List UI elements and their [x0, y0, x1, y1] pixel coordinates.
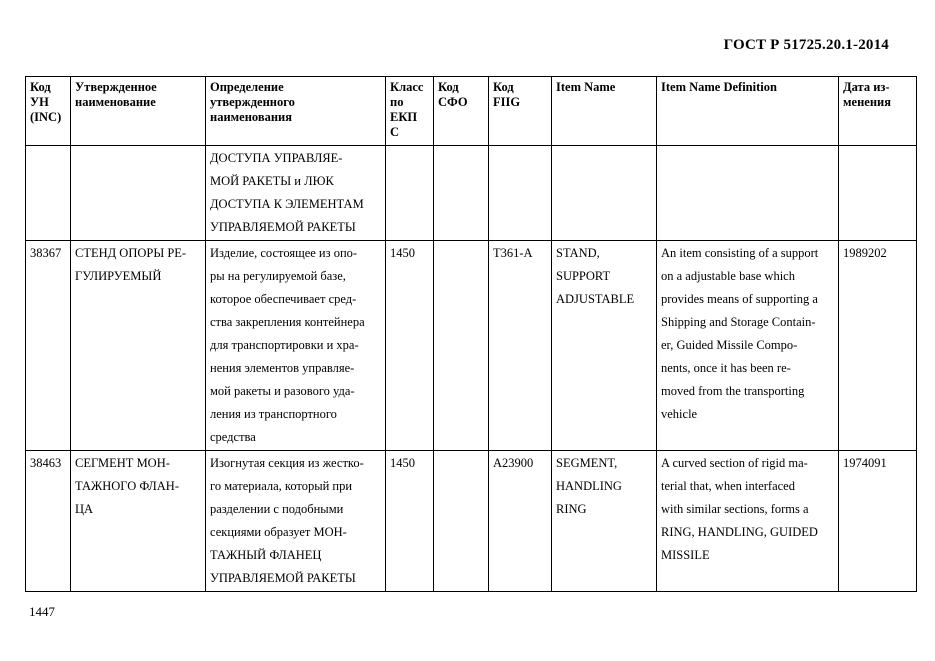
cell-text-line: terial that, when interfaced [661, 479, 795, 493]
cell-text-line: го материала, который при [210, 479, 353, 493]
table-header-row [26, 77, 917, 146]
specification-table [25, 76, 917, 592]
header-text-line: С [390, 125, 400, 139]
header-text-line: СФО [438, 95, 468, 109]
cell-change-date: 1974091 [839, 451, 917, 592]
table-row [26, 146, 917, 241]
cell-class [386, 146, 434, 241]
cell-text-line: ства закрепления контейнера [210, 315, 365, 329]
cell-text-line: для транспортировки и хра- [210, 338, 359, 352]
cell-text-line: on a adjustable base which [661, 269, 795, 283]
cell-text-line: ры на регулируемой базе, [210, 269, 346, 283]
header-text-line: FIIG [493, 95, 521, 109]
header-text-line: Код [30, 80, 51, 94]
column-header-inc [26, 77, 71, 146]
cell-text-line: er, Guided Missile Compo- [661, 338, 798, 352]
header-text-line: ЕКП [390, 110, 418, 124]
cell-text-line: MISSILE [661, 548, 710, 562]
cell-text-line: ДОСТУПА УПРАВЛЯЕ- [210, 151, 343, 165]
cell-definition [206, 146, 386, 241]
cell-text-line: СТЕНД ОПОРЫ РЕ- [75, 246, 187, 260]
header-text-line: Определение [210, 80, 284, 94]
cell-item-name [552, 241, 657, 451]
header-text-line: наименования [210, 110, 293, 124]
cell-change-date: 1989202 [839, 241, 917, 451]
cell-text-line: with similar sections, forms a [661, 502, 809, 516]
cell-text-line: ТАЖНЫЙ ФЛАНЕЦ [210, 548, 322, 562]
column-header-sfo [434, 77, 489, 146]
cell-text-line: moved from the transporting [661, 384, 805, 398]
cell-class: 1450 [386, 241, 434, 451]
cell-text-line: An item consisting of a support [661, 246, 819, 260]
header-text-line: Класс [390, 80, 424, 94]
cell-fiig-code [489, 146, 552, 241]
cell-text-line: A curved section of rigid ma- [661, 456, 808, 470]
cell-text-line: секциями образует МОН- [210, 525, 347, 539]
header-text-line: Дата из- [843, 80, 890, 94]
cell-text-line: ления из транспортного [210, 407, 337, 421]
header-text-line: Item Name [556, 80, 616, 94]
cell-text-line: nents, once it has been re- [661, 361, 791, 375]
cell-item-definition [657, 146, 839, 241]
cell-change-date [839, 146, 917, 241]
cell-definition [206, 451, 386, 592]
table-body [26, 146, 917, 592]
cell-text-line: УПРАВЛЯЕМОЙ РАКЕТЫ [210, 220, 356, 234]
header-text-line: наименование [75, 95, 156, 109]
cell-text-line: HANDLING [556, 479, 622, 493]
cell-fiig-code: A23900 [489, 451, 552, 592]
cell-text-line: ТАЖНОГО ФЛАН- [75, 479, 179, 493]
cell-text-line: Shipping and Storage Contain- [661, 315, 816, 329]
column-header-change-date [839, 77, 917, 146]
column-header-item-name [552, 77, 657, 146]
header-text-line: Item Name Definition [661, 80, 777, 94]
cell-text-line: средства [210, 430, 256, 444]
cell-class: 1450 [386, 451, 434, 592]
column-header-approved-name [71, 77, 206, 146]
cell-text-line: SUPPORT [556, 269, 611, 283]
column-header-item-definition [657, 77, 839, 146]
cell-inc-code: 38463 [26, 451, 71, 592]
cell-inc-code [26, 146, 71, 241]
cell-text-line: provides means of supporting a [661, 292, 818, 306]
cell-text-line: МОЙ РАКЕТЫ и ЛЮК [210, 174, 334, 188]
header-text-line: Код [493, 80, 514, 94]
cell-text-line: RING [556, 502, 587, 516]
cell-text-line: которое обеспечивает сред- [210, 292, 357, 306]
cell-text-line: СЕГМЕНТ МОН- [75, 456, 170, 470]
header-text-line: утвержденного [210, 95, 295, 109]
cell-definition [206, 241, 386, 451]
cell-item-name [552, 146, 657, 241]
cell-text-line: ЦА [75, 502, 94, 516]
cell-item-name [552, 451, 657, 592]
cell-text-line: SEGMENT, [556, 456, 618, 470]
header-text-line: менения [843, 95, 891, 109]
column-header-fiig [489, 77, 552, 146]
cell-approved-name [71, 241, 206, 451]
cell-text-line: УПРАВЛЯЕМОЙ РАКЕТЫ [210, 571, 356, 585]
table-row [26, 241, 917, 451]
cell-approved-name [71, 146, 206, 241]
cell-text-line: Изогнутая секция из жестко- [210, 456, 364, 470]
column-header-class [386, 77, 434, 146]
cell-text-line: ADJUSTABLE [556, 292, 635, 306]
cell-approved-name [71, 451, 206, 592]
cell-text-line: RING, HANDLING, GUIDED [661, 525, 818, 539]
cell-text-line: STAND, [556, 246, 600, 260]
cell-sfo-code [434, 146, 489, 241]
header-text-line: (INC) [30, 110, 62, 124]
cell-text-line: vehicle [661, 407, 698, 421]
cell-text-line: Изделие, состоящее из опо- [210, 246, 358, 260]
header-text-line: Код [438, 80, 459, 94]
cell-text-line: ДОСТУПА К ЭЛЕМЕНТАМ [210, 197, 364, 211]
header-text-line: Утвержденное [75, 80, 157, 94]
cell-fiig-code: T361-A [489, 241, 552, 451]
document-standard-header: ГОСТ Р 51725.20.1-2014 [723, 37, 889, 53]
cell-sfo-code [434, 241, 489, 451]
cell-text-line: нения элементов управляе- [210, 361, 355, 375]
header-text-line: по [390, 95, 404, 109]
page-number: 1447 [29, 604, 55, 619]
cell-inc-code: 38367 [26, 241, 71, 451]
cell-item-definition [657, 451, 839, 592]
cell-sfo-code [434, 451, 489, 592]
header-text-line: УН [30, 95, 49, 109]
cell-text-line: мой ракеты и разового уда- [210, 384, 355, 398]
table-row [26, 451, 917, 592]
column-header-definition [206, 77, 386, 146]
cell-item-definition [657, 241, 839, 451]
cell-text-line: ГУЛИРУЕМЫЙ [75, 269, 162, 283]
cell-text-line: разделении с подобными [210, 502, 344, 516]
